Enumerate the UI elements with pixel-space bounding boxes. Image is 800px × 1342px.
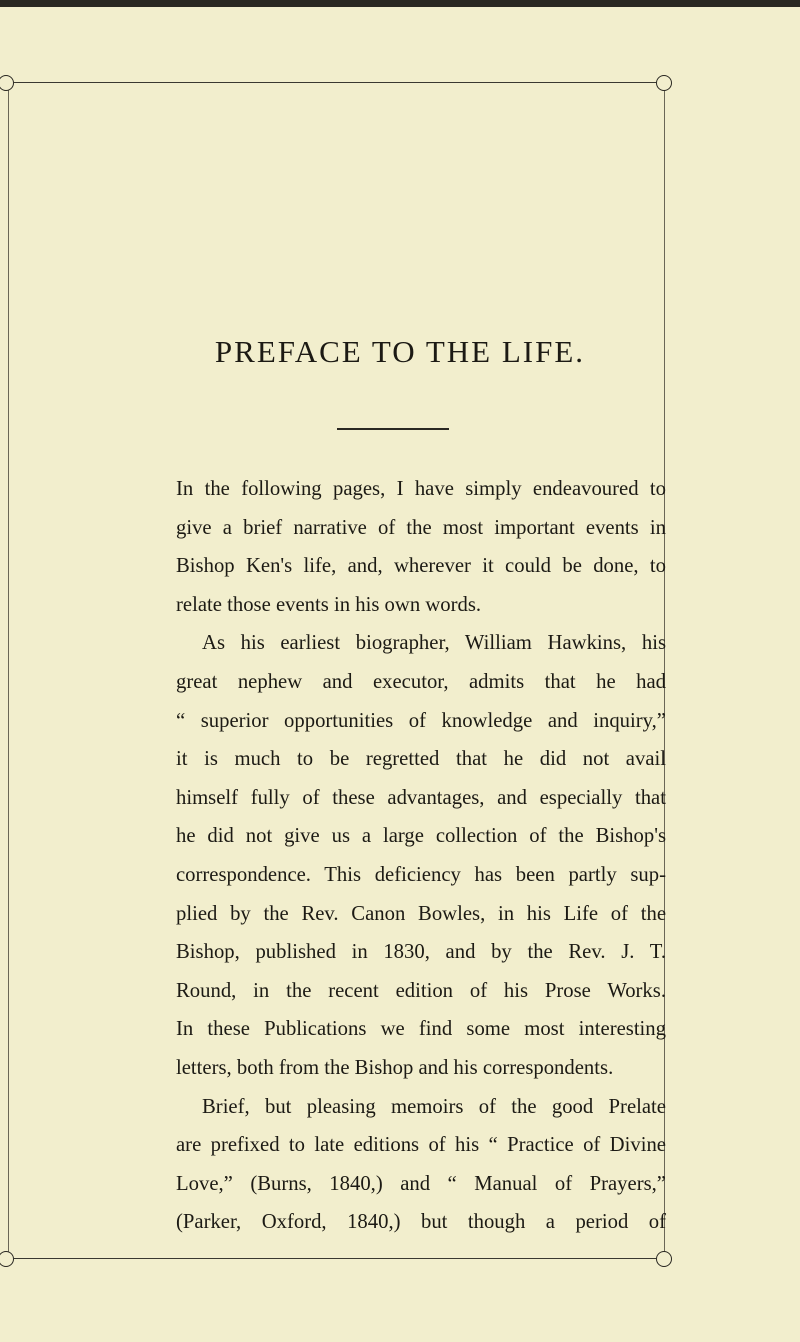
frame-corner-ring-top-left bbox=[0, 75, 14, 91]
text-line: letters, both from the Bishop and his correspondents. bbox=[176, 1056, 614, 1079]
page-title: PREFACE TO THE LIFE. bbox=[214, 334, 586, 369]
text-line: Brief, but pleasing memoirs of the good Prelate bbox=[202, 1095, 666, 1118]
text-line: himself fully of these advantages, and especially that bbox=[176, 786, 666, 809]
text-line: Bishop Ken's life, and, wherever it could be done, to bbox=[176, 555, 666, 578]
text-line: it is much to be regretted that he did not avail bbox=[176, 748, 666, 771]
text-line: great nephew and executor, admits that he had bbox=[176, 670, 666, 693]
text-line: give a brief narrative of the most important events in bbox=[176, 516, 666, 539]
frame-top-line bbox=[14, 82, 656, 83]
text-line: As his earliest biographer, William Hawkins, his bbox=[202, 632, 666, 655]
preface-body bbox=[176, 470, 666, 1242]
text-line: In these Publications we find some most interesting bbox=[176, 1018, 666, 1041]
text-line: (Parker, Oxford, 1840,) but though a period of bbox=[176, 1211, 666, 1234]
top-border-rule bbox=[0, 0, 800, 7]
text-line: are prefixed to late editions of his “ Practice of Divine bbox=[176, 1134, 666, 1157]
text-line: relate those events in his own words. bbox=[176, 593, 482, 616]
frame-left-line bbox=[8, 90, 9, 1252]
text-line: plied by the Rev. Canon Bowles, in his Life of the bbox=[176, 902, 666, 925]
text-line: Bishop, published in 1830, and by the Rev. J. T. bbox=[176, 941, 666, 964]
text-line: In the following pages, I have simply endeavoured to bbox=[176, 478, 666, 500]
frame-corner-ring-bottom-right bbox=[656, 1251, 672, 1267]
text-line: “ superior opportunities of knowledge and inquiry,” bbox=[176, 709, 666, 732]
frame-bottom-line bbox=[14, 1258, 656, 1259]
frame-corner-ring-top-right bbox=[656, 75, 672, 91]
text-line: correspondence. This deficiency has been partly sup- bbox=[176, 863, 666, 886]
frame-corner-ring-bottom-left bbox=[0, 1251, 14, 1267]
text-line: Round, in the recent edition of his Prose Works. bbox=[176, 979, 666, 1002]
title-divider-rule bbox=[337, 428, 449, 430]
text-line: Love,” (Burns, 1840,) and “ Manual of Prayers,” bbox=[176, 1172, 666, 1195]
text-line: he did not give us a large collection of the Bishop's bbox=[176, 825, 666, 848]
